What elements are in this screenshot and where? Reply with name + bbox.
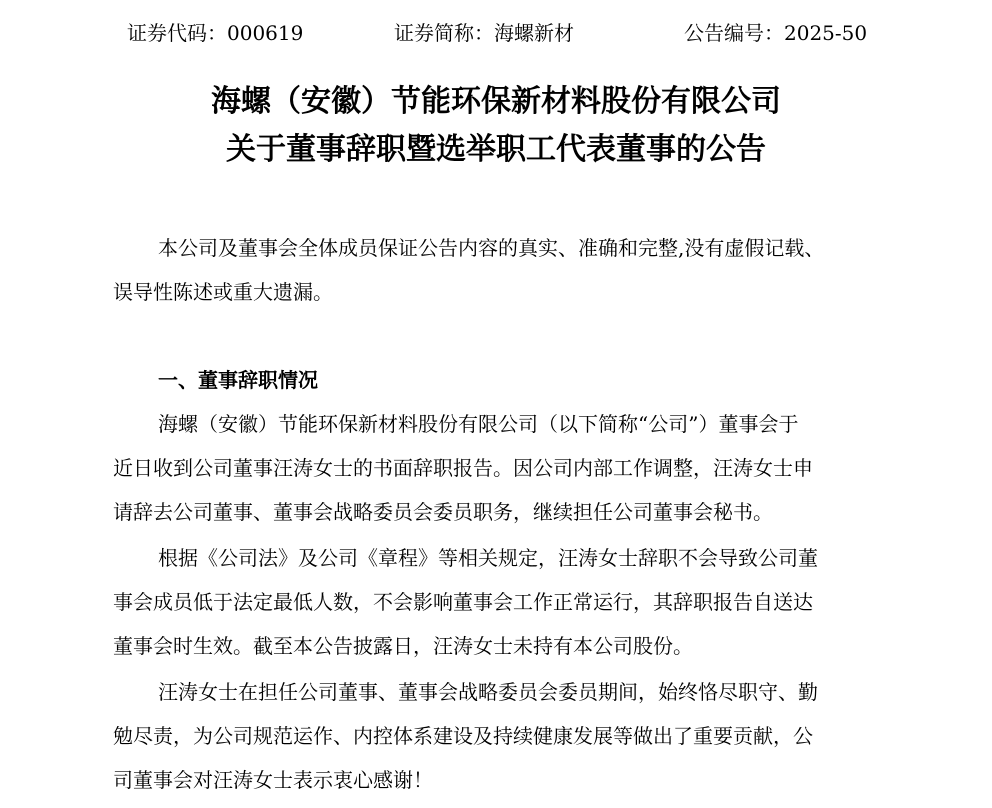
paragraph-acknowledgement <box>113 670 888 802</box>
text-line: 近日收到公司董事汪涛女士的书面辞职报告。因公司内部工作调整，汪涛女士申 <box>113 456 813 480</box>
text-line: 本公司及董事会全体成员保证公告内容的真实、准确和完整,没有虚假记载、 <box>158 236 825 260</box>
text-line: 勉尽责，为公司规范运作、内控体系建设及持续健康发展等做出了重要贡献，公 <box>113 724 813 748</box>
text-line: 董事会时生效。截至本公告披露日，汪涛女士未持有本公司股份。 <box>113 634 693 658</box>
paragraph-resignation <box>113 402 888 534</box>
accuracy-statement <box>113 226 888 314</box>
document-header <box>0 18 992 48</box>
text-line: 误导性陈述或重大遗漏。 <box>113 280 333 304</box>
document-title-line-2: 关于董事辞职暨选举职工代表董事的公告 <box>226 132 766 167</box>
text-line: 海螺（安徽）节能环保新材料股份有限公司（以下简称“公司”）董事会于 <box>158 412 799 436</box>
text-line: 请辞去公司董事、董事会战略委员会委员职务，继续担任公司董事会秘书。 <box>113 500 773 524</box>
paragraph-legal-basis <box>113 536 888 668</box>
stock-name: 证券简称：海螺新材 <box>394 21 574 45</box>
document-title-line-1: 海螺（安徽）节能环保新材料股份有限公司 <box>211 84 781 119</box>
text-line: 事会成员低于法定最低人数，不会影响董事会工作正常运行，其辞职报告自送达 <box>113 590 813 614</box>
text-line: 根据《公司法》及公司《章程》等相关规定，汪涛女士辞职不会导致公司董 <box>158 546 818 570</box>
text-line: 司董事会对汪涛女士表示衷心感谢！ <box>113 768 433 792</box>
announcement-number: 公告编号：2025-50 <box>684 21 868 45</box>
stock-code: 证券代码：000619 <box>127 21 304 45</box>
section-heading: 一、董事辞职情况 <box>158 368 318 392</box>
text-line: 汪涛女士在担任公司董事、董事会战略委员会委员期间，始终恪尽职守、勤 <box>158 680 818 704</box>
